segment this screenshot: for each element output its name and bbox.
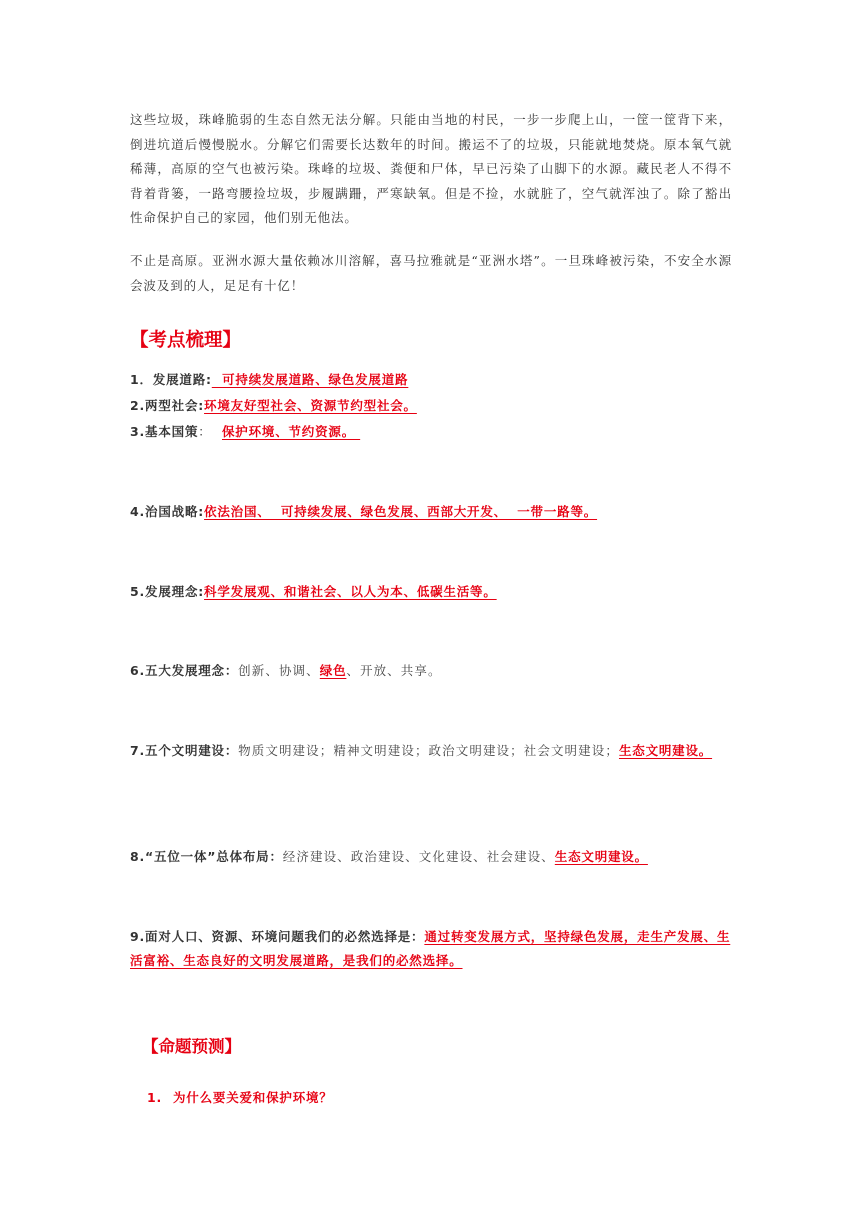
- point-answer: 绿色: [319, 663, 347, 678]
- point-label: 1．发展道路:: [130, 372, 212, 387]
- point-label: 7.五个文明建设：: [130, 743, 239, 758]
- point-item-8: 8.“五位一体”总体布局：经济建设、政治建设、文化建设、社会建设、生态文明建设。: [130, 849, 648, 864]
- point-label: 6.五大发展理念：: [130, 663, 239, 678]
- point-answer: 可持续发展道路、绿色发展道路: [211, 372, 409, 387]
- point-item-6: 6.五大发展理念：创新、协调、绿色、开放、共享。: [130, 663, 442, 678]
- point-answer: 科学发展观、和谐社会、以人为本、低碳生活等。: [204, 584, 497, 599]
- intro-paragraph-1: 这些垃圾，珠峰脆弱的生态自然无法分解。只能由当地的村民，一步一步爬上山，一筐一筐背下来，倒进坑道后慢慢脱水。分解它们需要长达数年的时间。搬运不了的垃圾，只能就地焚烧。原本氧气就稀薄，高原的空气也被污染。珠峰的垃圾、粪便和尸体，早已污染了山脚下的水源。藏民老人不得不背着背篓，一路弯腰捡垃圾，步履蹒跚，严寒缺氧。但是不捡，水就脏了，空气就浑浊了。除了豁出性命保护自己的家园，他们别无他法。: [130, 112, 732, 226]
- section-heading-mingti: 【命题预测】: [142, 1037, 241, 1056]
- point-answer: 通过转变发展方式，坚持绿色发展，走生产发展、生活富裕、生态良好的文明发展道路，是我们的必然选择。: [130, 929, 731, 968]
- point-answer: 依法治国、 可持续发展、绿色发展、西部大开发、 一带一路等。: [204, 504, 598, 519]
- point-answer: 生态文明建设。: [554, 849, 648, 864]
- point-answer: 环境友好型社会、资源节约型社会。: [204, 398, 417, 413]
- point-item-2: [130, 394, 732, 418]
- document-page: [130, 108, 732, 1105]
- intro-paragraph-2: 不止是高原。亚洲水源大量依赖冰川溶解，喜马拉雅就是“亚洲水塔”。一旦珠峰被污染，不安全水源会波及到的人，足足有十亿！: [130, 252, 732, 293]
- question-text: 为什么要关爱和保护环境？: [173, 1090, 333, 1105]
- point-item-1: [130, 368, 732, 392]
- point-label: 5.发展理念:: [130, 584, 205, 599]
- point-answer: 保护环境、节约资源。: [222, 424, 361, 439]
- point-label: 9.面对人口、资源、环境问题我们的必然选择是：: [130, 929, 425, 944]
- point-answer: 生态文明建设。: [618, 743, 713, 758]
- section-heading-kaodian: 【考点梳理】: [130, 330, 242, 351]
- question-number: 1.: [147, 1090, 163, 1105]
- point-label: 4.治国战略:: [130, 504, 205, 519]
- point-item-9: [130, 925, 732, 973]
- prediction-question-1: [147, 1088, 333, 1106]
- point-label: 3.基本国策: [130, 424, 199, 439]
- point-label: 8.“五位一体”总体布局：: [130, 849, 283, 864]
- point-item-5: [130, 580, 732, 604]
- point-item-7: 7.五个文明建设：物质文明建设；精神文明建设；政治文明建设；社会文明建设；生态文明建设。: [130, 743, 713, 758]
- point-item-3: 3.基本国策： 保护环境、节约资源。: [130, 424, 361, 439]
- point-label: 2.两型社会:: [130, 398, 205, 413]
- point-item-4: [130, 500, 732, 524]
